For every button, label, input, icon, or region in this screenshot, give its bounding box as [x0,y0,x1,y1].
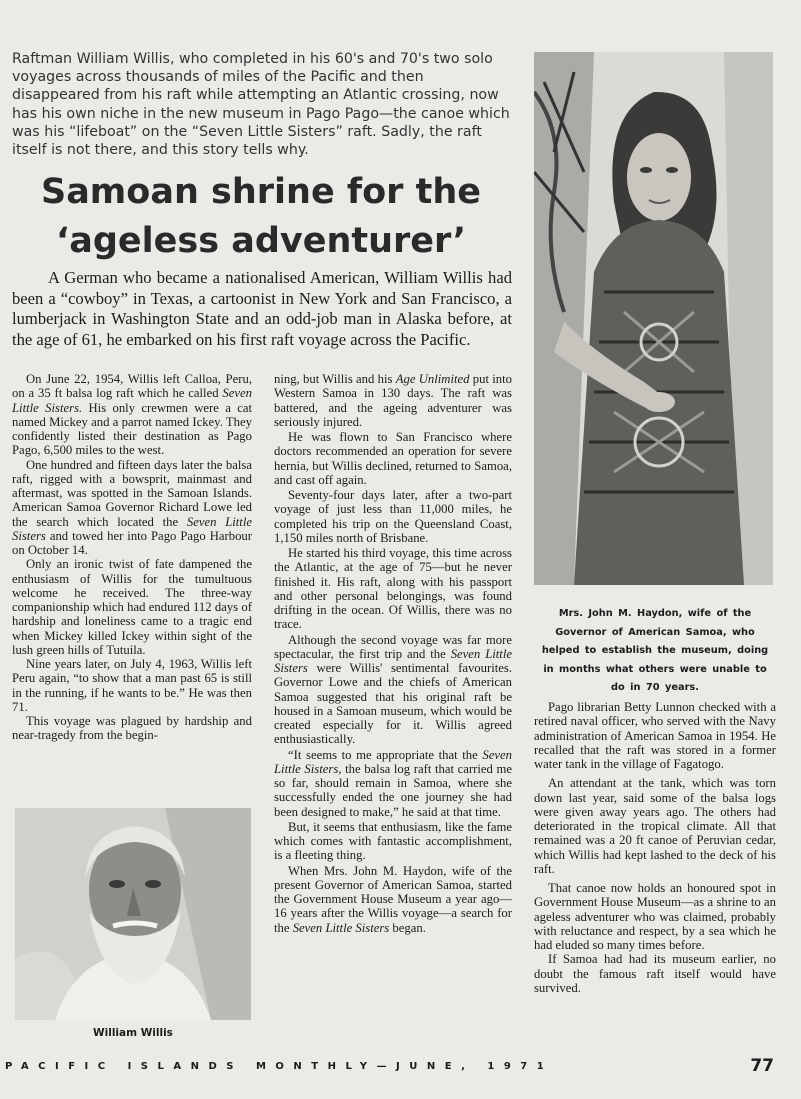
paragraph: That canoe now holds an honoured spot in Government House Museum—as a shrine to an ageless adventurer who was claimed, probably with reluctance and respect, by a sea which he had eluded so many times before. [534,881,776,952]
paragraph: Seventy-four days later, after a two-part voyage of just less than 11,000 miles, he completed his trip on the Queensland Coast, 1,150 miles north of Brisbane. [274,488,512,545]
headline [12,168,510,266]
paragraph: Although the second voyage was far more spectacular, the first trip and the Seven Little Sisters were Willis' sentimental favourites. Governor Lowe and the chiefs of American Samoa suggested that his original raft be housed in a Samoan museum, which would be created especially for it. Willis agreed enthusiastically. [274,632,512,747]
footer-publication-line: PACIFIC ISLANDS MONTHLY—JUNE, 1971 [5,1061,554,1072]
intro-paragraph: Raftman William Willis, who completed in his 60's and 70's two solo voyages across thousands of miles of the Pacific and then disappeared from his raft while attempting an Atlantic crossing, now has his own niche in the new museum in Pago Pago—the canoe which was his “lifeboat” on the “Seven Little Sisters” raft. Sadly, the raft itself is not there, and this story tells why. [12,51,510,159]
article-column-3 [534,700,776,995]
paragraph: Pago librarian Betty Lunnon checked with a retired naval officer, who served with the Navy administration of American Samoa in 1954. He recalled that the raft was stored in a former water tank in the village of Fagatogo. [534,700,776,771]
paragraph: If Samoa had had its museum earlier, no doubt the famous raft itself would have survived. [534,952,776,995]
lede-paragraph: A German who became a nationalised American, William Willis had been a “cowboy” in Texas, a cartoonist in New York and San Francisco, a lumberjack in Washington State and an odd-job man in Alaska before, at the age of 61, he embarked on his first raft voyage across the Pacific. [12,268,512,349]
paragraph: Nine years later, on July 4, 1963, Willis left Peru again, “to show that a man past 65 is still in the running, if he wants to be.” He was then 71. [12,657,252,714]
article-column-1 [12,372,252,743]
paragraph: “It seems to me appropriate that the Seven Little Sisters, the balsa log raft that carried me so far, should remain in Samoa, where she successfully ended the one journey she had been designed to make,” he said at that time. [274,747,512,819]
haydon-photo-caption: Mrs. John M. Haydon, wife of the Governor of American Samoa, who helped to establish the museum, doing in months what others were unable to do in 70 years. [541,608,769,694]
paragraph: But, it seems that enthusiasm, like the fame which comes with fantastic accomplishment, is a fleeting thing. [274,819,512,863]
william-willis-photo [15,808,251,1020]
willis-photo-caption: William Willis [93,1027,173,1039]
article-column-2 [274,372,512,935]
paragraph: He started his third voyage, this time across the Atlantic, at the age of 75—but he never finished it. His raft, along with his passport and other personal belongings, was found drifting in the ocean. Of Willis, there was no trace. [274,546,512,632]
headline-line-2: ‘ageless adventurer’ [55,221,467,261]
paragraph: One hundred and fifteen days later the balsa raft, rigged with a bowsprit, mainmast and aftermast, was spotted in the Samoan Islands. American Samoa Governor Richard Lowe led the search which located the Seven Little Sisters and towed her into Pago Pago Harbour on October 14. [12,457,252,557]
headline-line-1: Samoan shrine for the [40,172,481,212]
page-number: 77 [750,1056,774,1076]
paragraph: ning, but Willis and his Age Unlimited put into Western Samoa in 130 days. The raft was battered, and the ageing adventurer was seriously injured. [274,372,512,429]
mrs-haydon-photo [534,52,773,585]
paragraph: Only an ironic twist of fate dampened the enthusiasm of Willis for the tumultuous welcome he received. The three-way companionship which had endured 112 days of hardship and loneliness came to a tragic end when Mickey killed Ickey within sight of the lush green hills of Tutuila. [12,557,252,657]
paragraph: When Mrs. John M. Haydon, wife of the present Governor of American Samoa, started the Government House Museum a year ago—16 years after the Willis voyage—a search for the Seven Little Sisters began. [274,863,512,935]
paragraph: An attendant at the tank, which was torn down last year, said some of the balsa logs were given away years ago. The others had deteriorated in the tropical climate. All that remained was a 20 ft canoe of Peruvian cedar, which Willis had kept lashed to the deck of his raft. [534,776,776,876]
paragraph: On June 22, 1954, Willis left Calloa, Peru, on a 35 ft balsa log raft which he called Seven Little Sisters. His only crewmen were a cat named Mickey and a parrot named Ickey. They confidently listed their destination as Pago Pago, 6,500 miles to the west. [12,372,253,458]
paragraph: He was flown to San Francisco where doctors recommended an operation for severe hernia, but Willis declined, returned to Samoa, and cast off again. [274,430,512,487]
paragraph: This voyage was plagued by hardship and near-tragedy from the begin- [12,714,252,743]
